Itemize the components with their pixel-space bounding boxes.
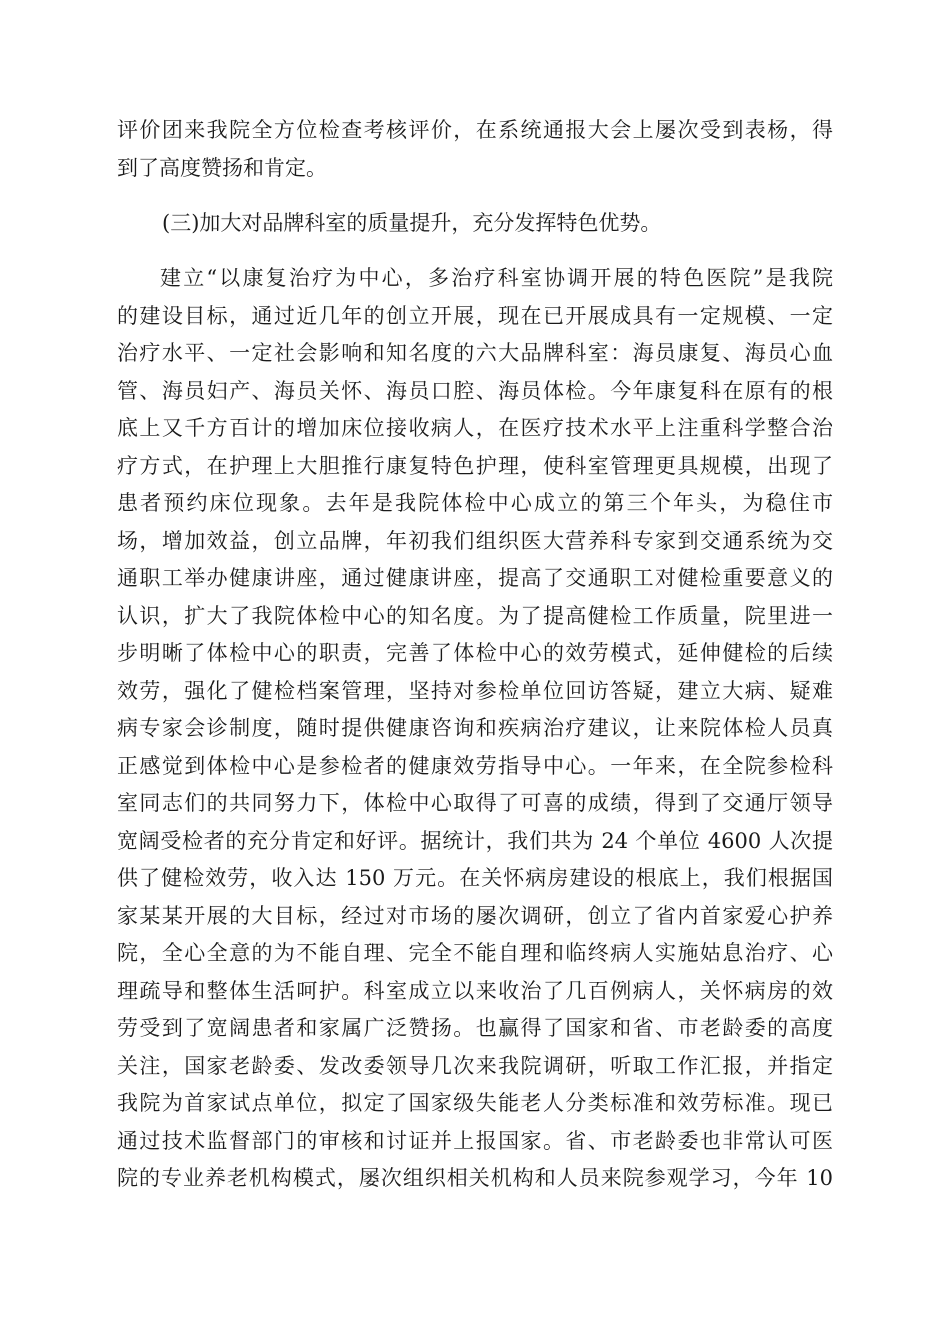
text-line-1: 评价团来我院全方位检查考核评价，在系统通报大会上屡次受到表杨，得 [117,118,833,142]
text-line-6: 治疗水平、一定社会影响和知名度的六大品牌科室：海员康复、海员心血 [117,341,833,365]
text-line-9: 疗方式，在护理上大胆推行康复特色护理，使科室管理更具规模，出现了 [117,454,833,478]
text-line-13: 认识，扩大了我院体检中心的知名度。为了提高健检工作质量，院里进一 [117,604,833,628]
text-line-21: 家某某开展的大目标，经过对市场的屡次调研，创立了省内首家爱心护养 [117,904,833,928]
text-line-28: 院的专业养老机构模式，屡次组织相关机构和人员来院参观学习，今年 10 [117,1166,833,1190]
text-line-16: 病专家会诊制度，随时提供健康咨询和疾病治疗建议，让来院体检人员真 [117,716,833,740]
text-line-5: 的建设目标，通过近几年的创立开展，现在已开展成具有一定规模、一定 [117,304,833,328]
text-line-15: 效劳，强化了健检档案管理，坚持对参检单位回访答疑，建立大病、疑难 [117,679,833,703]
text-line-10: 患者预约床位现象。去年是我院体检中心成立的第三个年头，为稳住市 [117,491,833,515]
text-line-26: 我院为首家试点单位，拟定了国家级失能老人分类标准和效劳标准。现已 [117,1091,833,1115]
text-line-2: 到了高度赞扬和肯定。 [117,156,327,180]
text-line-11: 场，增加效益，创立品牌，年初我们组织医大营养科专家到交通系统为交 [117,529,833,553]
text-line-23: 理疏导和整体生活呵护。科室成立以来收治了几百例病人，关怀病房的效 [117,979,833,1003]
text-line-7: 管、海员妇产、海员关怀、海员口腔、海员体检。今年康复科在原有的根 [117,379,833,403]
text-line-20: 供了健检效劳，收入达 150 万元。在关怀病房建设的根底上，我们根据国 [117,866,833,890]
text-line-4: 建立“以康复治疗为中心，多治疗科室协调开展的特色医院”是我院 [160,266,833,290]
section-heading: (三)加大对品牌科室的质量提升，充分发挥特色优势。 [162,211,662,235]
text-line-27: 通过技术监督部门的审核和讨证并上报国家。省、市老龄委也非常认可医 [117,1129,833,1153]
text-line-22: 院，全心全意的为不能自理、完全不能自理和临终病人实施姑息治疗、心 [117,941,833,965]
text-line-17: 正感觉到体检中心是参检者的健康效劳指导中心。一年来，在全院参检科 [117,754,833,778]
text-line-14: 步明晰了体检中心的职责，完善了体检中心的效劳模式，延伸健检的后续 [117,641,833,665]
text-line-8: 底上又千方百计的增加床位接收病人，在医疗技术水平上注重科学整合治 [117,416,833,440]
text-line-12: 通职工举办健康讲座，通过健康讲座，提高了交通职工对健检重要意义的 [117,566,833,590]
text-line-18: 室同志们的共同努力下，体检中心取得了可喜的成绩，得到了交通厅领导 [117,791,833,815]
text-line-19: 宽阔受检者的充分肯定和好评。据统计，我们共为 24 个单位 4600 人次提 [117,829,833,853]
text-line-25: 关注，国家老龄委、发改委领导几次来我院调研，听取工作汇报，并指定 [117,1054,833,1078]
text-line-24: 劳受到了宽阔患者和家属广泛赞扬。也赢得了国家和省、市老龄委的高度 [117,1016,833,1040]
